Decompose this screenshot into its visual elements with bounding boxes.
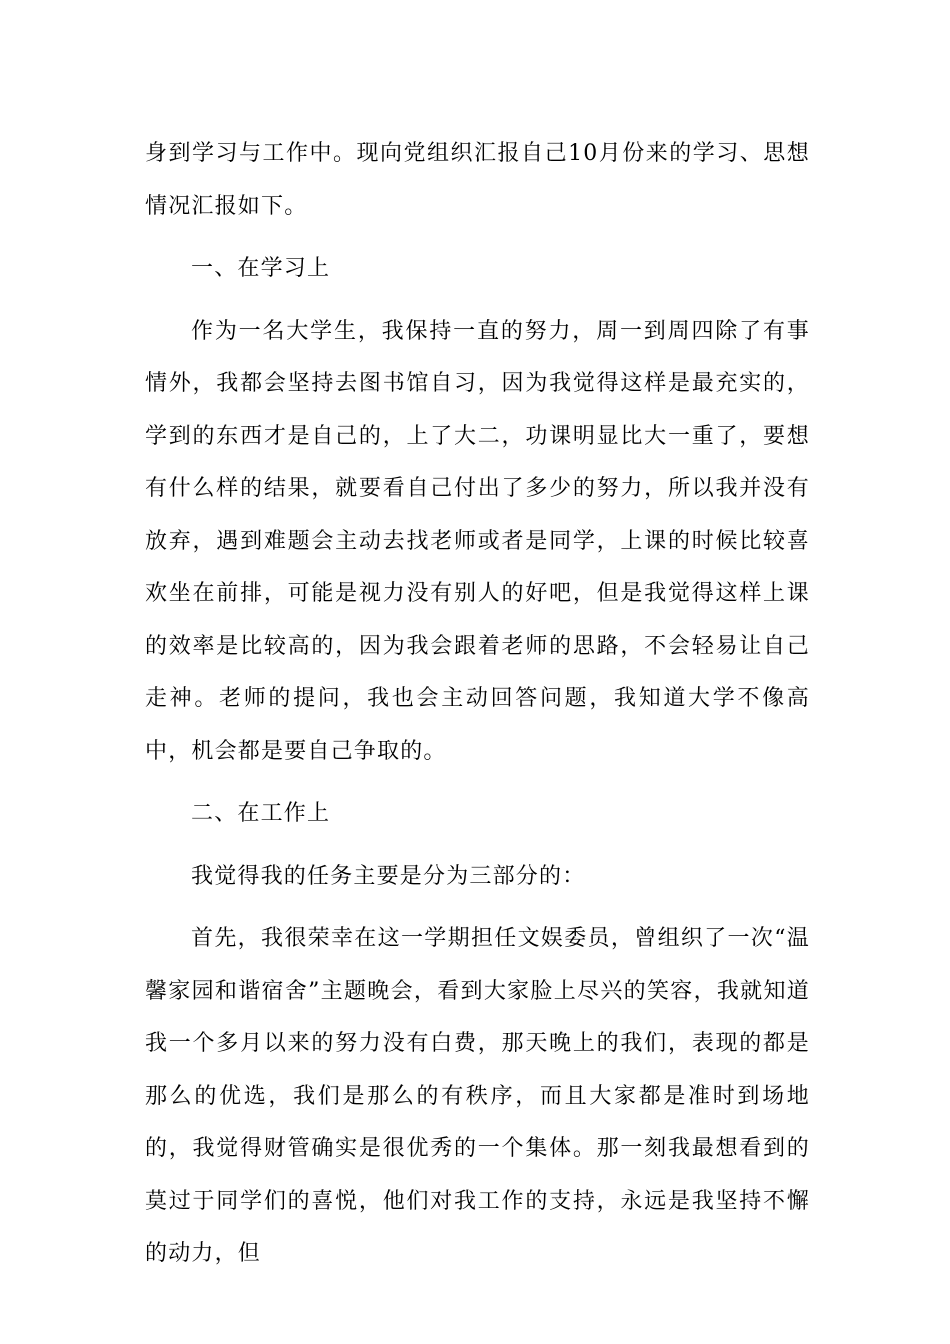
- paragraph-work-intro: 我觉得我的任务主要是分为三部分的：: [191, 863, 586, 889]
- section-heading-study: 一、在学习上: [191, 256, 331, 281]
- section-heading-work: 二、在工作上: [191, 801, 331, 826]
- paragraph-intro-continuation: 身到学习与工作中。现向党组织汇报自己10月份来的学习、思想情况汇报如下。: [145, 141, 810, 219]
- document-body: [145, 128, 810, 1281]
- paragraph-work-first: 首先，我很荣幸在这一学期担任文娱委员，曾组织了一次“温馨家园和谐宿舍”主题晚会，看到大家脸上尽兴的笑容，我就知道我一个多月以来的努力没有白费，那天晚上的我们，表现的都是那么的优选，我们是那么的有秩序，而且大家都是准时到场地的，我觉得财管确实是很优秀的一个集体。那一刻我最想看到的莫过于同学们的喜悦，他们对我工作的支持，永远是我坚持不懈的动力，但: [145, 926, 810, 1266]
- paragraph-study: 作为一名大学生，我保持一直的努力，周一到周四除了有事情外，我都会坚持去图书馆自习，因为我觉得这样是最充实的，学到的东西才是自己的，上了大二，功课明显比大一重了，要想有什么样的结果，就要看自己付出了多少的努力，所以我并没有放弃，遇到难题会主动去找老师或者是同学，上课的时候比较喜欢坐在前排，可能是视力没有别人的好吧，但是我觉得这样上课的效率是比较高的，因为我会跟着老师的思路，不会轻易让自己走神。老师的提问，我也会主动回答问题，我知道大学不像高中，机会都是要自己争取的。: [145, 318, 810, 764]
